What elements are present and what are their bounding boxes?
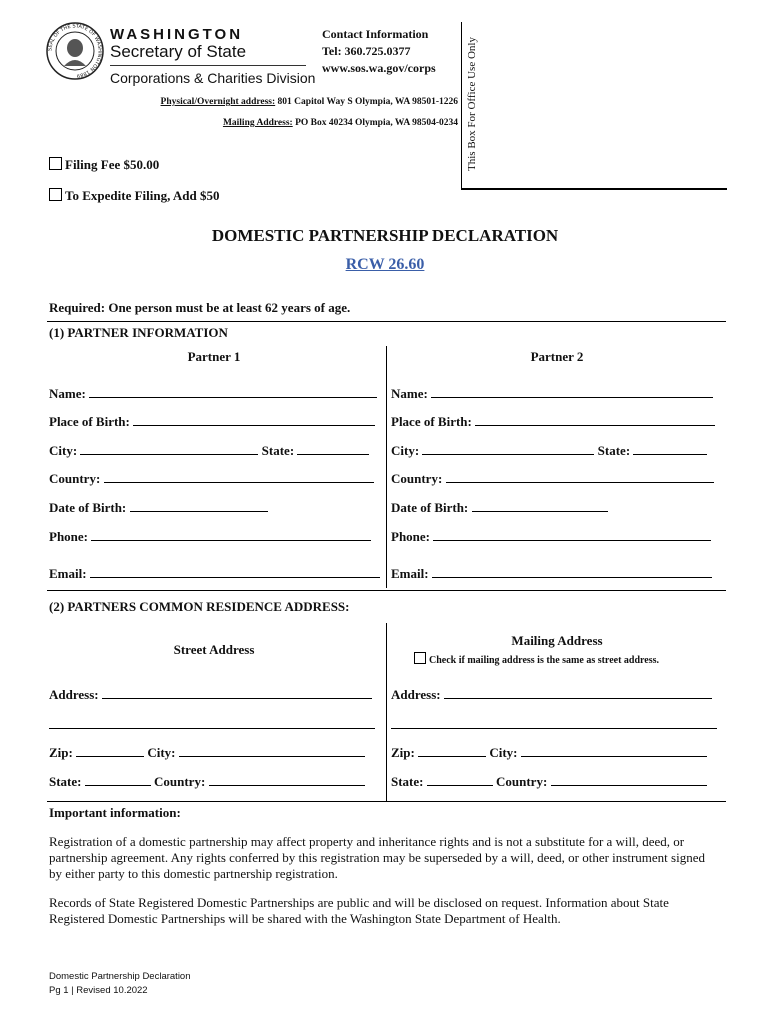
important-paragraph-2: Records of State Registered Domestic Partnerships are public and will be disclosed on request. Information about State Registered Domestic Partnerships will be shared with the Washington State Department of Health. <box>49 895 669 926</box>
mailing-state-label: State: <box>391 774 424 789</box>
p1-email-row <box>49 566 385 582</box>
p1-phone-label: Phone: <box>49 529 88 544</box>
p2-state-input[interactable] <box>633 443 707 455</box>
logo-state-name: WASHINGTON <box>110 26 244 43</box>
contact-tel: Tel: 360.725.0377 <box>322 44 411 58</box>
physical-address <box>161 97 458 107</box>
p1-name-row <box>49 386 383 402</box>
mailing-address-row <box>391 687 721 703</box>
p1-dob-label: Date of Birth: <box>49 500 127 515</box>
street-zip-input[interactable] <box>76 745 144 757</box>
p1-state-label: State: <box>261 443 295 458</box>
physical-address-label: Physical/Overnight address: <box>160 97 276 107</box>
p2-name-row <box>391 386 721 402</box>
mailing-address-value: PO Box 40234 Olympia, WA 98504-0234 <box>292 118 458 128</box>
street-zip-label: Zip: <box>49 745 73 760</box>
p1-country-label: Country: <box>49 471 101 486</box>
state-seal-logo <box>46 22 104 80</box>
p2-pob-input[interactable] <box>475 414 715 426</box>
p2-pob-row <box>391 414 723 430</box>
same-address-option <box>414 652 659 666</box>
p1-name-input[interactable] <box>89 386 377 398</box>
office-use-label: This Box For Office Use Only <box>466 37 478 171</box>
street-address-row <box>49 687 383 703</box>
expedite-option <box>49 188 219 204</box>
mailing-state-country-row <box>391 774 721 790</box>
p2-city-state-row <box>391 443 723 459</box>
footer <box>49 970 191 998</box>
p1-pob-label: Place of Birth: <box>49 414 130 429</box>
street-address-label: Address: <box>49 687 99 702</box>
street-address-input[interactable] <box>102 687 372 699</box>
physical-address-value: 801 Capitol Way S Olympia, WA 98501-1226 <box>275 97 458 107</box>
street-zip-city-row <box>49 745 383 761</box>
street-state-label: State: <box>49 774 82 789</box>
p2-dob-input[interactable] <box>472 500 608 512</box>
document-title: DOMESTIC PARTNERSHIP DECLARATION <box>211 226 559 245</box>
p2-phone-row <box>391 529 721 545</box>
mailing-address-input[interactable] <box>444 687 712 699</box>
important-top-rule <box>47 801 726 802</box>
p2-phone-input[interactable] <box>433 529 711 541</box>
p2-email-row <box>391 566 721 582</box>
p1-city-state-row <box>49 443 383 459</box>
partner1-heading: Partner 1 <box>187 349 241 364</box>
p2-country-row <box>391 471 721 487</box>
rcw-link[interactable]: RCW 26.60 <box>345 256 425 273</box>
section1-column-divider <box>386 346 387 588</box>
p1-email-label: Email: <box>49 566 87 581</box>
street-state-country-row <box>49 774 383 790</box>
p2-state-label: State: <box>597 443 631 458</box>
mailing-country-label: Country: <box>496 774 548 789</box>
mailing-zip-city-row <box>391 745 721 761</box>
contact-information <box>322 26 436 77</box>
p1-pob-row <box>49 414 383 430</box>
street-state-input[interactable] <box>85 774 151 786</box>
filing-fee-label: Filing Fee $50.00 <box>65 157 160 172</box>
p2-email-input[interactable] <box>432 566 712 578</box>
mailing-address-label: Mailing Address: <box>222 118 293 128</box>
office-box-bottom-border <box>461 188 727 190</box>
logo-office-name: Secretary of State <box>110 42 247 61</box>
section2-top-rule <box>47 590 726 591</box>
age-requirement: Required: One person must be at least 62 years of age. <box>49 300 351 315</box>
same-address-label: Check if mailing address is the same as street address. <box>429 655 659 666</box>
section1-top-rule <box>47 321 726 322</box>
office-box-left-border <box>461 22 462 190</box>
street-city-input[interactable] <box>179 745 365 757</box>
p2-pob-label: Place of Birth: <box>391 414 472 429</box>
section2-title: (2) PARTNERS COMMON RESIDENCE ADDRESS: <box>49 599 350 614</box>
p1-state-input[interactable] <box>297 443 369 455</box>
p2-name-input[interactable] <box>431 386 713 398</box>
street-country-label: Country: <box>154 774 206 789</box>
logo-division-name: Corporations & Charities Division <box>110 70 316 86</box>
street-address-line2-input[interactable] <box>49 728 375 729</box>
filing-fee-checkbox[interactable] <box>49 157 62 170</box>
p2-name-label: Name: <box>391 386 428 401</box>
same-address-checkbox[interactable] <box>414 652 426 664</box>
p2-country-label: Country: <box>391 471 443 486</box>
filing-fee-option <box>49 157 159 173</box>
street-address-heading: Street Address <box>173 642 255 657</box>
p1-country-input[interactable] <box>104 471 374 483</box>
p2-phone-label: Phone: <box>391 529 430 544</box>
p1-pob-input[interactable] <box>133 414 375 426</box>
seal-text: SEAL OF THE STATE OF WASHINGTON 1889 <box>47 23 103 79</box>
mailing-address-heading: Mailing Address <box>511 633 603 648</box>
p2-city-label: City: <box>391 443 420 458</box>
mailing-zip-input[interactable] <box>418 745 486 757</box>
expedite-checkbox[interactable] <box>49 188 62 201</box>
mailing-city-input[interactable] <box>521 745 707 757</box>
p1-phone-input[interactable] <box>91 529 371 541</box>
mailing-address-line2-input[interactable] <box>391 728 717 729</box>
p2-dob-row <box>391 500 721 516</box>
p2-email-label: Email: <box>391 566 429 581</box>
mailing-address-label: Address: <box>391 687 441 702</box>
important-paragraph-1: Registration of a domestic partnership may affect property and inheritance rights and is not a substitute for a will, deed, or partnership agreement. Any rights conferred by this registration may be superseded by a will, deed, or other instrument signed by either party to this domestic partnership registration. <box>49 834 705 881</box>
p1-name-label: Name: <box>49 386 86 401</box>
mailing-address <box>223 118 458 128</box>
street-city-label: City: <box>147 745 176 760</box>
mailing-zip-label: Zip: <box>391 745 415 760</box>
contact-title: Contact Information <box>322 27 429 41</box>
p1-email-input[interactable] <box>90 566 380 578</box>
logo-divider <box>110 65 306 66</box>
contact-web[interactable]: www.sos.wa.gov/corps <box>322 61 436 75</box>
p1-dob-row <box>49 500 383 516</box>
mailing-state-input[interactable] <box>427 774 493 786</box>
mailing-country-input[interactable] <box>551 774 707 786</box>
p2-dob-label: Date of Birth: <box>391 500 469 515</box>
footer-doc-name: Domestic Partnership Declaration <box>49 971 191 982</box>
partner2-heading: Partner 2 <box>530 349 584 364</box>
footer-page-info: Pg 1 | Revised 10.2022 <box>49 985 148 996</box>
p1-country-row <box>49 471 383 487</box>
section1-title: (1) PARTNER INFORMATION <box>49 325 228 340</box>
p2-city-input[interactable] <box>422 443 594 455</box>
p1-dob-input[interactable] <box>130 500 268 512</box>
p1-city-input[interactable] <box>80 443 258 455</box>
p1-city-label: City: <box>49 443 78 458</box>
p2-country-input[interactable] <box>446 471 714 483</box>
mailing-city-label: City: <box>489 745 518 760</box>
p1-phone-row <box>49 529 383 545</box>
street-country-input[interactable] <box>209 774 365 786</box>
section2-column-divider <box>386 623 387 801</box>
important-title: Important information: <box>49 805 181 820</box>
expedite-label: To Expedite Filing, Add $50 <box>65 188 220 203</box>
